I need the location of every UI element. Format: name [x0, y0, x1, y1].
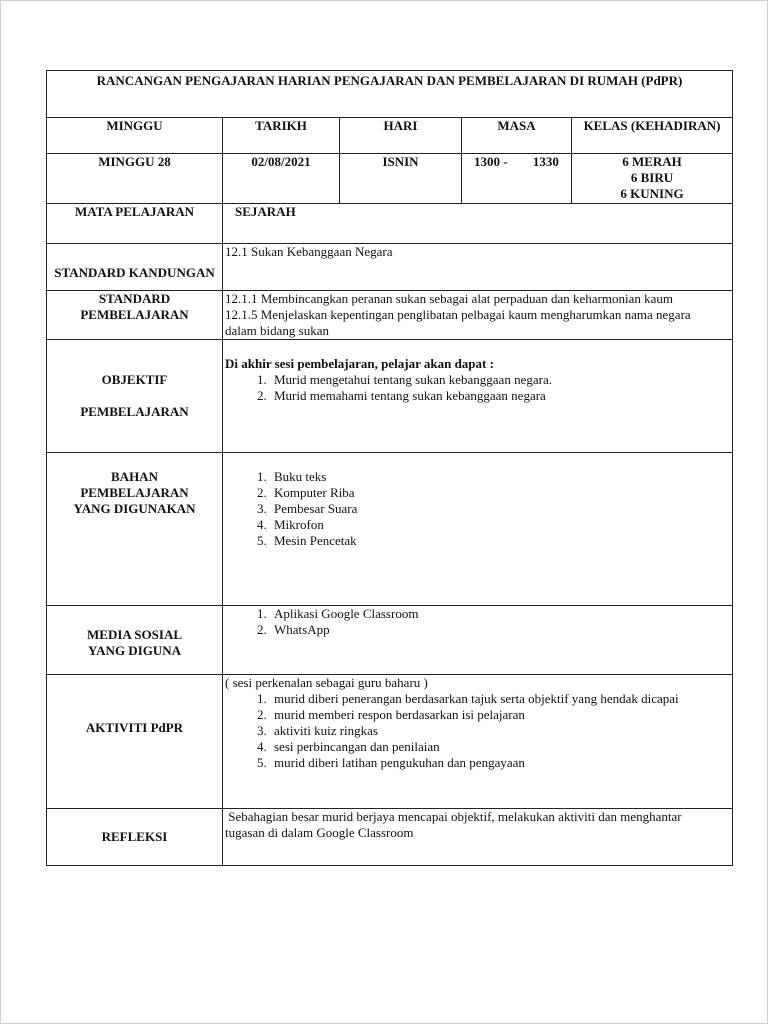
objektif-list [225, 372, 730, 404]
refleksi-value [223, 809, 733, 866]
aktiviti-label: AKTIVITI PdPR [47, 675, 223, 809]
standard-kandungan-label: STANDARD KANDUNGAN [47, 244, 223, 291]
pdpr-table [46, 70, 733, 866]
mata-pelajaran-label: MATA PELAJARAN [47, 204, 223, 244]
label-line: OBJEKTIF [101, 372, 168, 387]
label-line: YANG DIGUNAKAN [73, 501, 196, 516]
label-line: MEDIA SOSIAL [87, 627, 182, 642]
kelas-value [572, 154, 733, 204]
list-item: 1. Buku teks [270, 469, 730, 485]
list-item: 5. Mesin Pencetak [270, 533, 730, 549]
media-value [223, 606, 733, 675]
objektif-value [223, 340, 733, 453]
refleksi-label: REFLEKSI [47, 809, 223, 866]
tarikh-value: 02/08/2021 [223, 154, 340, 204]
mata-pelajaran-row [47, 204, 733, 244]
aktiviti-value [223, 675, 733, 809]
media-list [225, 606, 730, 638]
bahan-label [47, 453, 223, 606]
bahan-row [47, 453, 733, 606]
list-item: 3. Pembesar Suara [270, 501, 730, 517]
kelas-item: 6 BIRU [630, 170, 674, 185]
sp-line: 12.1.5 Menjelaskan kepentingan penglibatan pelbagai kaum mengharumkan nama negara [225, 307, 691, 322]
list-item: 1. Murid mengetahui tentang sukan kebanggaan negara. [270, 372, 730, 388]
media-row [47, 606, 733, 675]
list-item: 2. Komputer Riba [270, 485, 730, 501]
label-line: PEMBELAJARAN [80, 485, 189, 500]
list-item: 3. aktiviti kuiz ringkas [270, 723, 730, 739]
column-header-tarikh: TARIKH [223, 118, 340, 154]
aktiviti-intro: ( sesi perkenalan sebagai guru baharu ) [225, 675, 428, 690]
refleksi-line: Sebahagian besar murid berjaya mencapai objektif, melakukan aktiviti dan menghantar [225, 809, 682, 824]
minggu-value: MINGGU 28 [47, 154, 223, 204]
page-title: RANCANGAN PENGAJARAN HARIAN PENGAJARAN DAN PEMBELAJARAN DI RUMAH (PdPR) [47, 71, 733, 118]
mata-pelajaran-value: SEJARAH [223, 204, 733, 244]
list-item: 4. sesi perbincangan dan penilaian [270, 739, 730, 755]
objektif-row [47, 340, 733, 453]
header-row [47, 118, 733, 154]
standard-pembelajaran-row [47, 291, 733, 340]
list-item: 4. Mikrofon [270, 517, 730, 533]
info-row [47, 154, 733, 204]
title-row [47, 71, 733, 118]
column-header-kelas: KELAS (KEHADIRAN) [572, 118, 733, 154]
standard-kandungan-value: 12.1 Sukan Kebanggaan Negara [223, 244, 733, 291]
masa-value [462, 154, 572, 204]
sp-line: dalam bidang sukan [225, 323, 329, 338]
list-item: 5. murid diberi latihan pengukuhan dan pengayaan [270, 755, 730, 771]
standard-pembelajaran-label [47, 291, 223, 340]
list-item: 2. murid memberi respon berdasarkan isi pelajaran [270, 707, 730, 723]
list-item: 2. WhatsApp [270, 622, 730, 638]
standard-kandungan-row [47, 244, 733, 291]
bahan-value [223, 453, 733, 606]
sp-line: 12.1.1 Membincangkan peranan sukan sebagai alat perpaduan dan keharmonian kaum [225, 291, 673, 306]
aktiviti-row [47, 675, 733, 809]
objektif-label [47, 340, 223, 453]
kelas-item: 6 KUNING [620, 186, 684, 201]
standard-pembelajaran-value [223, 291, 733, 340]
column-header-hari: HARI [340, 118, 462, 154]
masa-start: 1300 - [474, 154, 508, 169]
media-label [47, 606, 223, 675]
label-line: BAHAN [111, 469, 158, 484]
kelas-item: 6 MERAH [622, 154, 682, 169]
hari-value: ISNIN [340, 154, 462, 204]
label-line: YANG DIGUNA [87, 643, 182, 658]
refleksi-row [47, 809, 733, 866]
refleksi-line: tugasan di dalam Google Classroom [225, 825, 414, 840]
list-item: 1. Aplikasi Google Classroom [270, 606, 730, 622]
list-item: 2. Murid memahami tentang sukan kebanggaan negara [270, 388, 730, 404]
column-header-minggu: MINGGU [47, 118, 223, 154]
label-line: STANDARD [98, 291, 171, 306]
label-line: PEMBELAJARAN [80, 404, 189, 419]
masa-end: 1330 [532, 154, 559, 169]
aktiviti-list [225, 691, 730, 771]
objektif-intro: Di akhir sesi pembelajaran, pelajar akan dapat : [225, 356, 494, 371]
label-line: PEMBELAJARAN [80, 307, 189, 322]
bahan-list [225, 469, 730, 549]
column-header-masa: MASA [462, 118, 572, 154]
list-item: 1. murid diberi penerangan berdasarkan tajuk serta objektif yang hendak dicapai [270, 691, 730, 707]
